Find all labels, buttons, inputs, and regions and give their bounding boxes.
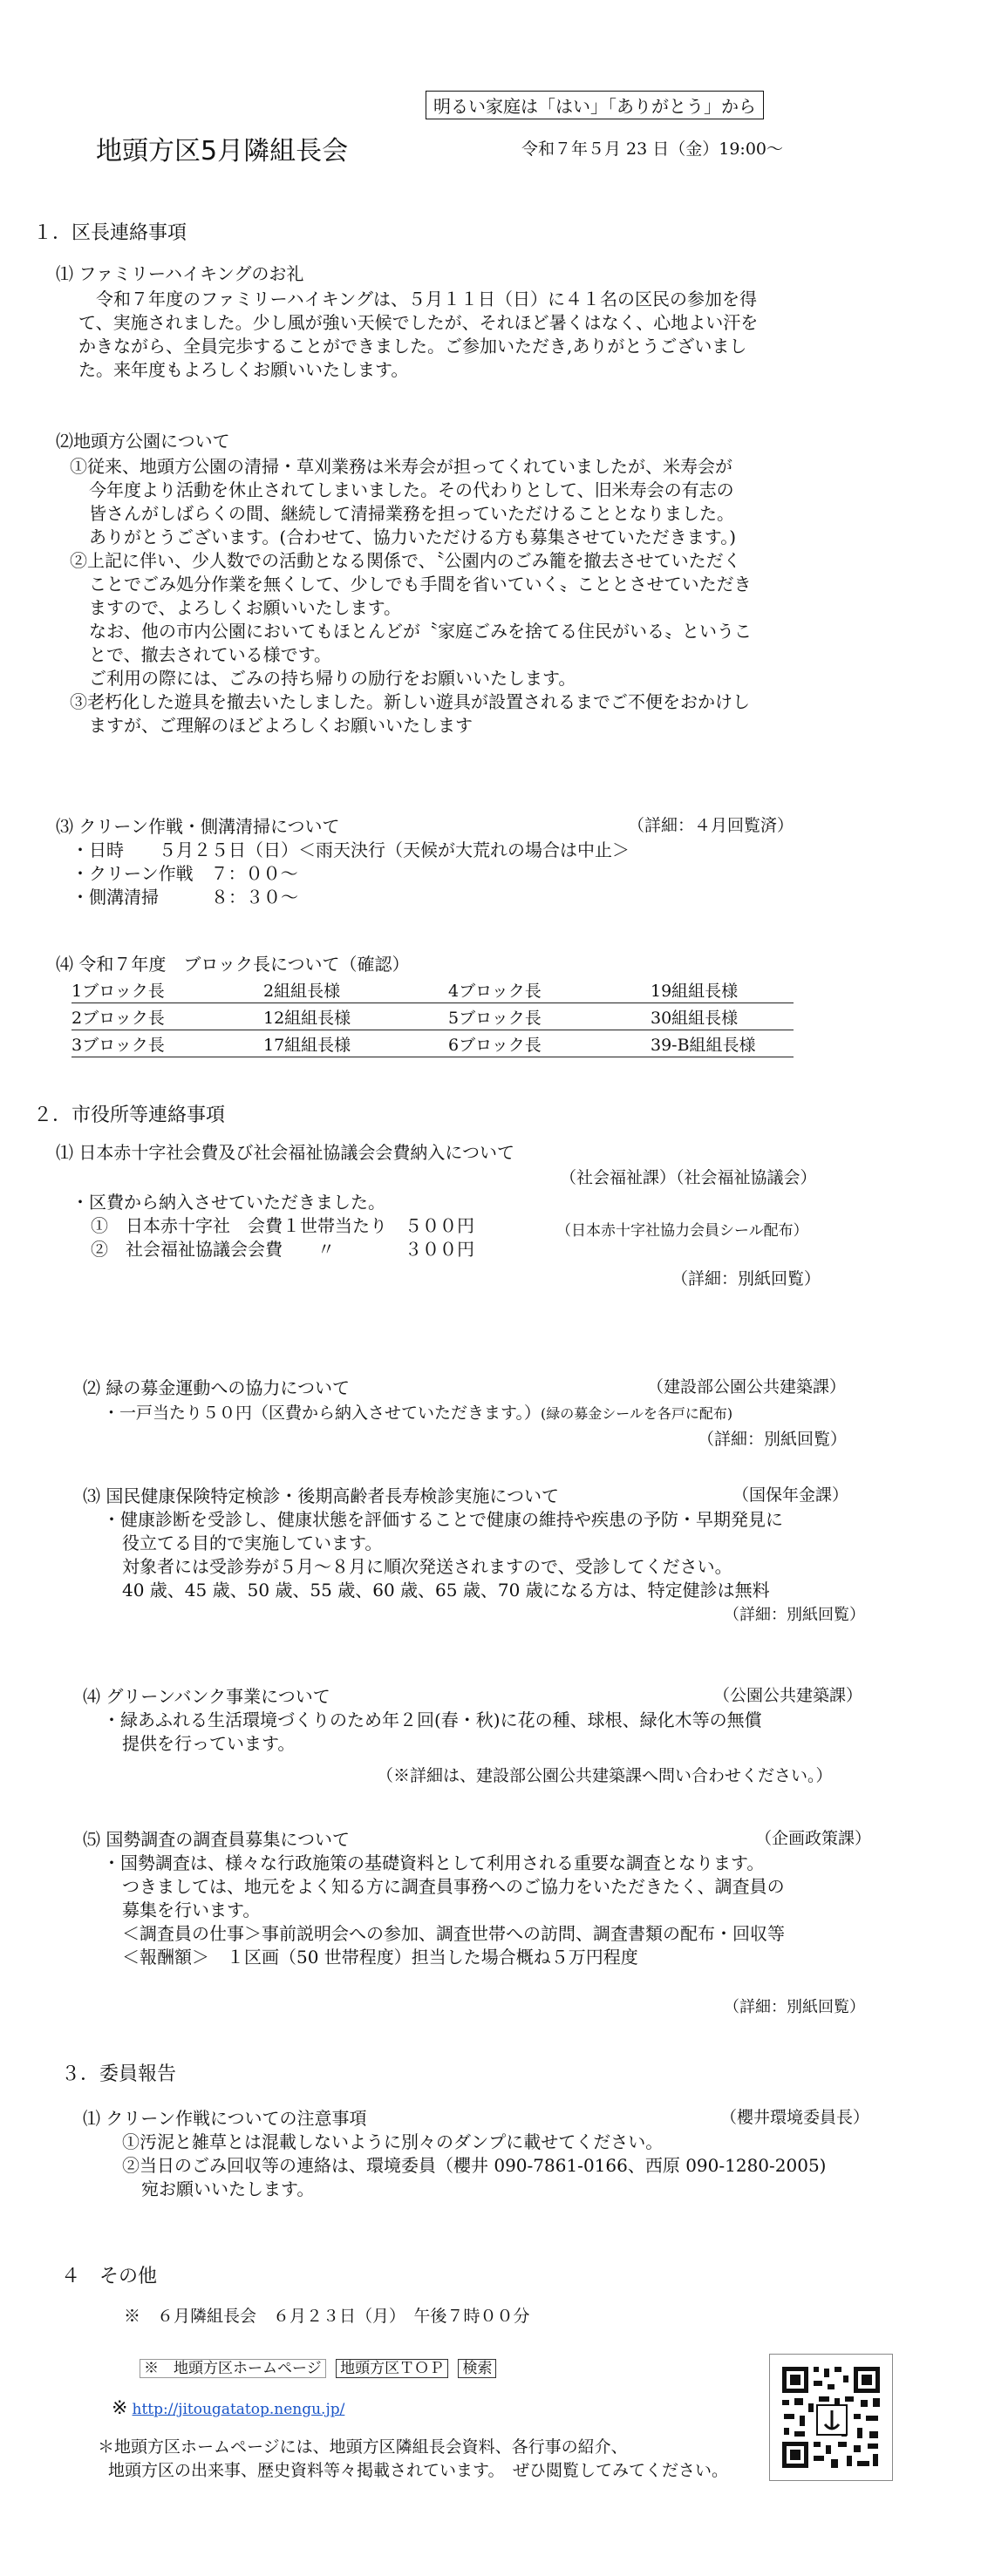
s1-p3-note: （詳細：４月回覧済）	[628, 816, 794, 835]
text-line: ＜調査員の仕事＞事前説明会への参加、調査世帯への訪問、調査書類の配布・回収等	[122, 1923, 785, 1944]
section-1-heading: １．区長連絡事項	[33, 222, 187, 244]
s1-p3-title: ⑶ クリーン作戦・側溝清掃について	[56, 816, 340, 837]
text-line: 今年度より活動を休止されてしまいました。その代わりとして、旧米寿会の有志の	[89, 479, 734, 500]
text-line: ＊地頭方区ホームページには、地頭方区隣組長会資料、各行事の紹介、	[98, 2437, 628, 2457]
text-line: ②当日のごみ回収等の連絡は、環境委員（櫻井 090-7861-0166、西原 090-1280-2005)	[122, 2155, 827, 2176]
list-item: ・側溝清掃 ８：３０～	[72, 887, 298, 907]
text-line: ・国勢調査は、様々な行政施策の基礎資料として利用される重要な調査となります。	[103, 1852, 765, 1873]
s1-p4-title: ⑷ 令和７年度 ブロック長について（確認）	[56, 954, 410, 975]
s2-p4-note: （※詳細は、建設部公園公共建築課へ問い合わせください。）	[377, 1766, 833, 1785]
text-line: 皆さんがしばらくの間、継続して清掃業務を担っていただけることとなりました。	[89, 503, 734, 524]
text-line: 宛お願いいたします。	[141, 2178, 315, 2199]
s2-p2-dept: （建設部公園公共建築課）	[647, 1377, 847, 1397]
note-mark: ※	[112, 2397, 128, 2419]
s2-p5-body	[103, 1852, 785, 1969]
section-3-heading: ３．委員報告	[61, 2063, 177, 2085]
s2-p4-dept: （公園公共建築課）	[713, 1686, 863, 1705]
text-line: ・一戸当たり５０円（区費から納入させていただきます。）	[103, 1404, 541, 1423]
text-line: ＜報酬額＞ １区画（50 世帯程度）担当した場合概ね５万円程度	[122, 1947, 638, 1968]
s1-p2-body	[70, 455, 752, 737]
text-line: 役立てる目的で実施しています。	[122, 1533, 383, 1553]
s2-p1-seal-note: （日本赤十字社協力会員シール配布）	[556, 1222, 808, 1240]
text-line: ② 社会福祉協議会会費 〃 ３００円	[91, 1239, 474, 1260]
section-4-heading: ４ その他	[61, 2266, 158, 2287]
s2-p2-title: ⑵ 緑の募金運動への協力について	[83, 1377, 350, 1398]
homepage-label: ※ 地頭方区ホームページ	[140, 2359, 326, 2378]
list-item: ・クリーン作戦 ７：００～	[72, 863, 298, 884]
table-cell: 4ブロック長	[448, 976, 651, 1003]
s1-p3-items	[72, 839, 630, 909]
table-cell: 5ブロック長	[448, 1003, 651, 1030]
s2-p3-title: ⑶ 国民健康保険特定検診・後期高齢者長寿検診実施について	[83, 1485, 559, 1506]
s2-p1-dept: （社会福祉課）（社会福祉協議会）	[560, 1168, 817, 1187]
text-line: 令和７年度のファミリーハイキングは、５月１１日（日）に４１名の区民の参加を得	[96, 289, 757, 309]
block-leader-table	[72, 976, 794, 1057]
homepage-top-link[interactable]: 地頭方区ＴＯＰ	[336, 2359, 448, 2378]
s3-p1-dept: （櫻井環境委員長）	[720, 2108, 870, 2127]
search-button[interactable]: 検索	[458, 2359, 496, 2378]
footer-note	[98, 2436, 728, 2483]
s2-p1-detail: （詳細：別紙回覧）	[671, 1269, 821, 1288]
text-line: かきながら、全員完歩することができました。ご参加いただき,ありがとうございまし	[78, 336, 747, 357]
table-row	[72, 976, 794, 1003]
text-line: 提供を行っています。	[122, 1733, 296, 1754]
meeting-date: 令和７年５月 23 日（金）19:00～	[521, 139, 784, 159]
text-line: ②上記に伴い、少人数での活動となる関係で、〝公園内のごみ籠を撤去させていただく	[70, 550, 741, 571]
s2-p4-body	[103, 1709, 762, 1756]
table-cell: 1ブロック長	[72, 976, 263, 1003]
text-line: 40 歳、45 歳、50 歳、55 歳、60 歳、65 歳、70 歳になる方は、特定健診は無料	[122, 1580, 770, 1601]
s3-p1-title: ⑴ クリーン作戦についての注意事項	[83, 2108, 367, 2129]
text-line: ・健康診断を受診し、健康状態を評価することで健康の維持や疾患の予防・早期発見に	[103, 1509, 783, 1530]
qr-code-icon[interactable]	[769, 2354, 893, 2481]
text-line: ありがとうございます。(合わせて、協力いただける方も募集させていただきます。)	[89, 527, 737, 547]
qr-code-graphic	[770, 2355, 892, 2480]
text-line: ・区費から納入させていただきました。	[72, 1192, 385, 1213]
text-line: 募集を行います。	[122, 1900, 261, 1920]
s3-p1-body	[122, 2131, 827, 2201]
s1-p2-title: ⑵地頭方公園について	[56, 431, 230, 452]
homepage-url-link[interactable]: http://jitougatatop.nengu.jp/	[132, 2401, 345, 2418]
s2-p1-title: ⑴ 日本赤十字社会費及び社会福祉協議会会費納入について	[56, 1142, 514, 1163]
homepage-row	[140, 2359, 496, 2378]
s2-p2-detail: （詳細：別紙回覧）	[698, 1430, 848, 1449]
text-line: とで、撤去されている様です。	[89, 644, 331, 665]
s2-p5-detail: （詳細：別紙回覧）	[724, 1998, 865, 2016]
text-line: ・緑あふれる生活環境づくりのため年２回(春・秋)に花の種、球根、緑化木等の無償	[103, 1709, 762, 1730]
s2-p3-dept: （国保年金課）	[732, 1485, 849, 1505]
text-line: ①汚泥と雑草とは混載しないように別々のダンプに載せてください。	[122, 2131, 664, 2152]
text-line: なお、他の市内公園においてもほとんどが〝家庭ごみを捨てる住民がいる〟というこ	[89, 621, 752, 642]
text-line: ますが、ご理解のほどよろしくお願いいたします	[89, 715, 473, 736]
table-cell: 2組組長様	[263, 976, 448, 1003]
text-line: つきましては、地元をよく知る方に調査員事務へのご協力をいただきたく、調査員の	[122, 1876, 785, 1897]
table-cell: 39-B組組長様	[651, 1030, 794, 1057]
s2-p2-line	[103, 1400, 732, 1424]
text-line: ご利用の際には、ごみの持ち帰りの励行をお願いいたします。	[89, 668, 576, 689]
s2-p5-dept: （企画政策課）	[755, 1829, 872, 1848]
url-row	[112, 2397, 344, 2419]
s2-p5-title: ⑸ 国勢調査の調査員募集について	[83, 1829, 350, 1850]
slogan-text: 明るい家庭は「はい」「ありがとう」から	[433, 96, 756, 117]
list-item: ・日時 ５月２５日（日）＜雨天決行（天候が大荒れの場合は中止＞	[72, 839, 630, 860]
table-cell: 2ブロック長	[72, 1003, 263, 1030]
table-row	[72, 1030, 794, 1057]
table-cell: 6ブロック長	[448, 1030, 651, 1057]
text-line: て、実施されました。少し風が強い天候でしたが、それほど暑くはなく、心地よい汗を	[78, 312, 759, 333]
table-cell: 3ブロック長	[72, 1030, 263, 1057]
table-row	[72, 1003, 794, 1030]
page-title: 地頭方区5月隣組長会	[96, 136, 349, 167]
text-line: ①従来、地頭方公園の清掃・草刈業務は米寿会が担ってくれていましたが、米寿会が	[70, 456, 732, 477]
table-cell: 17組組長様	[263, 1030, 448, 1057]
slogan-box	[426, 91, 764, 119]
section-2-heading: ２．市役所等連絡事項	[33, 1104, 226, 1126]
next-meeting: ※ ６月隣組長会 ６月２３日（月） 午後７時００分	[124, 2307, 530, 2326]
s2-p3-detail: （詳細：別紙回覧）	[724, 1606, 865, 1624]
seal-note: (緑の募金シールを各戸に配布)	[540, 1405, 733, 1422]
table-cell: 30組組長様	[651, 1003, 794, 1030]
text-line: ① 日本赤十字社 会費１世帯当たり ５００円	[91, 1215, 474, 1236]
text-line: ますので、よろしくお願いいたします。	[89, 597, 401, 618]
s1-p1-body	[78, 288, 759, 382]
s2-p4-title: ⑷ グリーンバンク事業について	[83, 1686, 330, 1707]
text-line: ③老朽化した遊具を撤去いたしました。新しい遊具が設置されるまでご不便をおかけし	[70, 691, 750, 712]
table-cell: 12組組長様	[263, 1003, 448, 1030]
s1-p1-title: ⑴ ファミリーハイキングのお礼	[56, 263, 304, 284]
text-line: 地頭方区の出来事、歴史資料等々掲載されています。 ぜひ閲覧してみてください。	[108, 2461, 728, 2480]
s2-p1-body	[72, 1191, 474, 1261]
text-line: 対象者には受診券が５月～８月に順次発送されますので、受診してください。	[122, 1556, 732, 1577]
text-line: ことでごみ処分作業を無くして、少しでも手間を省いていく〟こととさせていただき	[89, 574, 752, 595]
s2-p3-body	[103, 1508, 783, 1602]
table-cell: 19組組長様	[651, 976, 794, 1003]
text-line: た。来年度もよろしくお願いいたします。	[78, 359, 409, 380]
